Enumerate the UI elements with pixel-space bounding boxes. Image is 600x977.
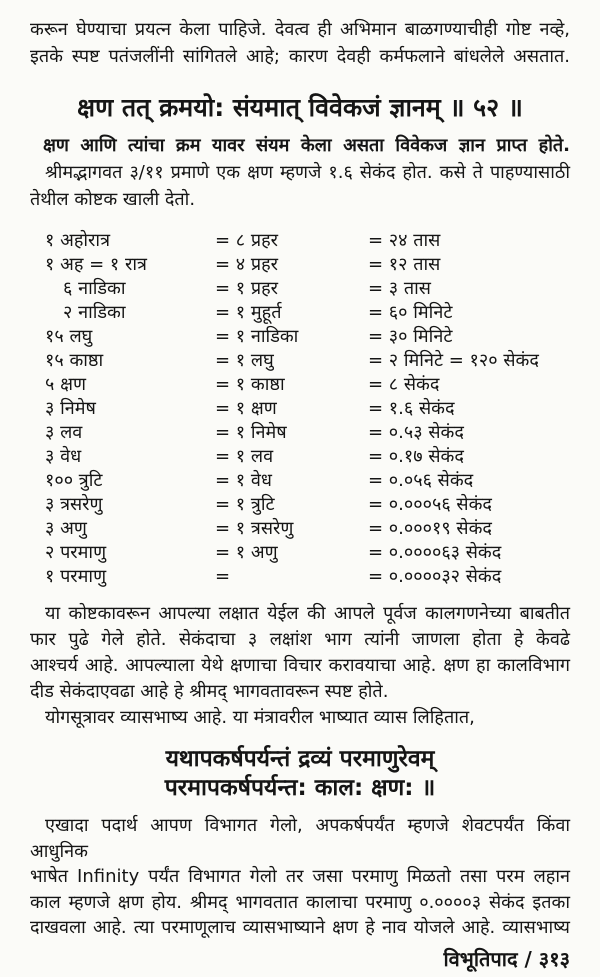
- table-row: [45, 325, 570, 349]
- unit-cell: ३ अणु: [45, 518, 87, 539]
- value-cell: = ०.०००१९ सेकंद: [368, 518, 492, 539]
- unit-cell: ३ लव: [45, 422, 83, 443]
- unit-cell: ३ त्रसरेणु: [45, 494, 103, 515]
- table-row: [45, 469, 570, 493]
- unit-cell: २ नाडिका: [63, 302, 126, 323]
- unit-cell: १५ काष्ठा: [45, 350, 104, 371]
- unit-cell: १ अह = १ रात्र: [45, 254, 147, 275]
- table-row: [45, 229, 570, 253]
- unit-cell: ३ निमेष: [45, 398, 96, 419]
- unit-cell: ६ नाडिका: [63, 278, 126, 299]
- table-row: [45, 253, 570, 277]
- closing-paragraph: [30, 813, 570, 941]
- closing-line-3: काल म्हणजे क्षण होय. श्रीमद् भागवतात कालाचा परमाणु ०.००००३ सेकंद इतका: [30, 891, 570, 913]
- table-row: [45, 541, 570, 565]
- closing-line-2: भाषेत Infinity पर्यंत विभागत गेलो तर जसा परमाणु मिळतो तसा परम लहान: [30, 866, 570, 887]
- unit-cell: ३ वेध: [45, 446, 82, 467]
- value-cell: = ०.०००५६ सेकंद: [368, 494, 492, 515]
- table-intro-paragraph: [30, 159, 570, 213]
- commentary-line-5: योगसूत्रावर व्यासभाष्य आहे. या मंत्रावरील भाष्यात व्यास लिहितात,: [45, 707, 475, 728]
- unit-cell: ५ क्षण: [45, 374, 87, 395]
- unit-cell: १ अहोरात्र: [45, 230, 111, 251]
- equiv-cell: = १ क्षण: [215, 398, 277, 419]
- value-cell: = ०.००००३२ सेकंद: [368, 566, 502, 587]
- equiv-cell: =: [215, 566, 231, 587]
- value-cell: = २४ तास: [368, 230, 441, 251]
- table-row: [45, 421, 570, 445]
- equiv-cell: = १ नाडिका: [215, 326, 299, 347]
- commentary-line-1: या कोष्टकावरून आपल्या लक्षात येईल की आपले पूर्वज कालगणनेच्या बाबतीत: [45, 603, 570, 624]
- table-row: [45, 565, 570, 589]
- equiv-cell: = १ प्रहर: [215, 278, 279, 299]
- time-conversion-table: [45, 229, 570, 589]
- intro-paragraph: [30, 16, 570, 70]
- verse-line-2: परमापकर्षपर्यन्त: काल: क्षण: ॥: [164, 775, 436, 801]
- table-row: [45, 373, 570, 397]
- table-intro-line-2: तेथील कोष्टक खाली देतो.: [30, 189, 196, 210]
- equiv-cell: = १ वेध: [215, 470, 272, 491]
- closing-line-1: एखादा पदार्थ आपण विभागत गेलो, अपकर्षपर्यंत म्हणजे शेवटपर्यंत किंवा आधुनिक: [30, 815, 570, 862]
- equiv-cell: = १ निमेष: [215, 422, 287, 443]
- equiv-cell: = १ काष्ठा: [215, 374, 285, 395]
- intro-line-2: इतके स्पष्ट पतंजलींनी सांगितले आहे; कारण देवही कर्मफलाने बांधलेले असतात.: [30, 46, 570, 67]
- value-cell: = ८ सेकंद: [368, 374, 440, 395]
- equiv-cell: = ८ प्रहर: [215, 230, 279, 251]
- closing-line-4: दाखवला आहे. त्या परमाणूलाच व्यासभाष्याने क्षण हे नाव योजले आहे. व्यासभाष्य: [30, 917, 570, 938]
- value-cell: = ०.१७ सेकंद: [368, 446, 464, 467]
- equiv-cell: = १ लघु: [215, 350, 274, 371]
- value-cell: = २ मिनिटे = १२० सेकंद: [368, 350, 539, 371]
- intro-line-1: करून घेण्याचा प्रयत्न केला पाहिजे. देवत्व ही अभिमान बाळगण्याचीही गोष्ट नव्हे,: [30, 19, 570, 40]
- value-cell: = १२ तास: [368, 254, 441, 275]
- unit-cell: १०० त्रुटि: [45, 470, 103, 491]
- table-row: [45, 277, 570, 301]
- value-cell: = ०.५३ सेकंद: [368, 422, 464, 443]
- value-cell: = ६० मिनिटे: [368, 302, 453, 323]
- unit-cell: २ परमाणु: [45, 542, 107, 563]
- table-row: [45, 349, 570, 373]
- verse-line-1: यथापकर्षपर्यन्तं द्रव्यं परमाणुरेवम्: [165, 746, 435, 772]
- commentary-line-4: दीड सेकंदाएवढा आहे हे श्रीमद् भागवतावरून स्पष्ट होते.: [30, 681, 389, 702]
- sutra-heading: क्षण तत् क्रमयो: संयमात् विवेकजं ज्ञानम् ॥ ५२ ॥: [77, 93, 523, 122]
- table-row: [45, 397, 570, 421]
- commentary-paragraph: [30, 601, 570, 731]
- value-cell: = ०.००००६३ सेकंद: [368, 542, 502, 563]
- commentary-line-3: आश्चर्य आहे. आपल्याला येथे क्षणाचा विचार करावयाचा आहे. क्षण हा कालविभाग: [30, 655, 570, 676]
- value-cell: = ३० मिनिटे: [368, 326, 453, 347]
- value-cell: = १.६ सेकंद: [368, 398, 455, 419]
- equiv-cell: = १ लव: [215, 446, 274, 467]
- equiv-cell: = १ अणु: [215, 542, 278, 563]
- table-row: [45, 517, 570, 541]
- commentary-line-2: फार पुढे गेले होते. सेकंदाचा ३ लक्षांश भाग त्यांनी जाणला होता हे केवढे: [30, 629, 570, 650]
- equiv-cell: = १ मुहूर्त: [215, 302, 282, 323]
- value-cell: = ३ तास: [368, 278, 431, 299]
- vyasa-bhashya-verse: [30, 745, 570, 803]
- sutra-translation: क्षण आणि त्यांचा क्रम यावर संयम केला असता विवेकज ज्ञान प्राप्त होते.: [43, 135, 570, 156]
- table-row: [45, 301, 570, 325]
- table-intro-line-1: श्रीमद्भागवत ३/११ प्रमाणे एक क्षण म्हणजे १.६ सेकंद होत. कसे ते पाहण्यासाठी: [45, 162, 570, 183]
- equiv-cell: = १ त्रुटि: [215, 494, 275, 515]
- page-footer: विभूतिपाद / ३१३: [443, 946, 570, 971]
- unit-cell: १ परमाणु: [45, 566, 107, 587]
- table-row: [45, 493, 570, 517]
- equiv-cell: = ४ प्रहर: [215, 254, 279, 275]
- table-row: [45, 445, 570, 469]
- unit-cell: १५ लघु: [45, 326, 93, 347]
- equiv-cell: = १ त्रसरेणु: [215, 518, 294, 539]
- value-cell: = ०.०५६ सेकंद: [368, 470, 474, 491]
